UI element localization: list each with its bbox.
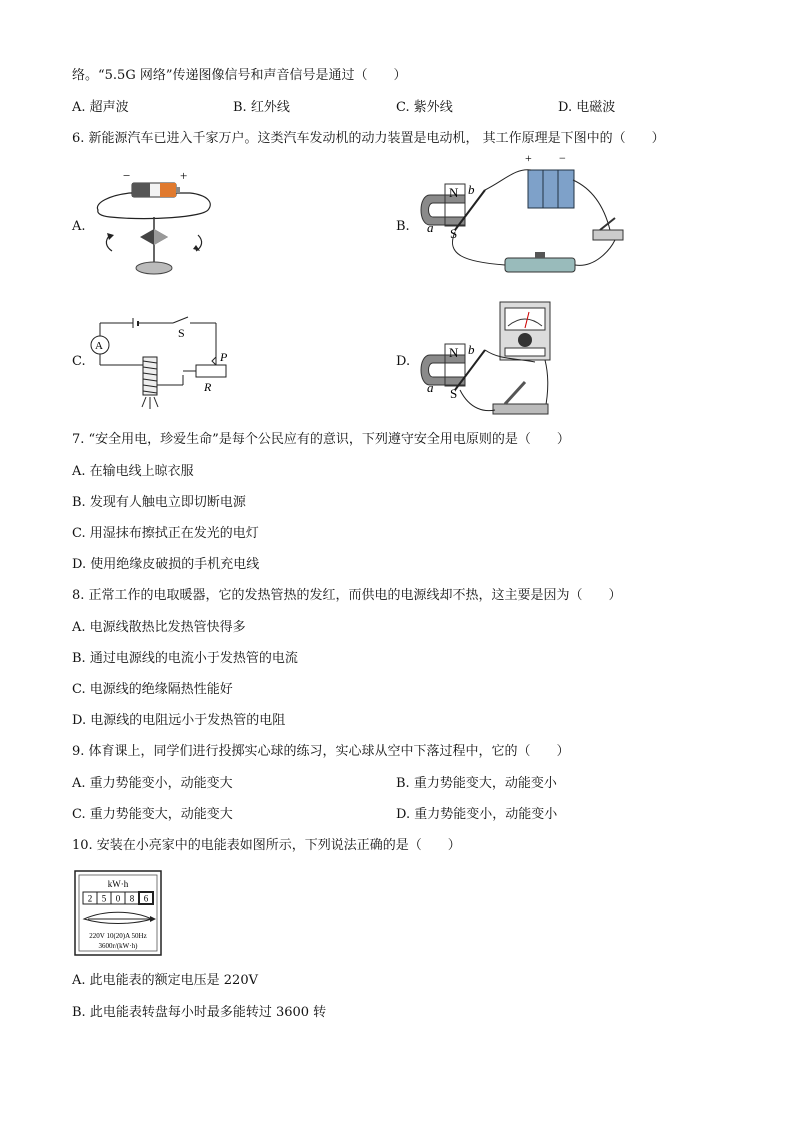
- meter-digits: [83, 892, 153, 904]
- fig-b-s: S: [450, 226, 458, 241]
- q6-figure-d: [415, 300, 565, 425]
- q6-figure-c: [88, 315, 228, 415]
- fig-b-n: N: [449, 185, 459, 200]
- q6-fig-label-d: D.: [396, 354, 411, 369]
- fig-b-minus: −: [559, 151, 566, 165]
- q5-stem: 络。“5.5G 网络”传递图像信号和声音信号是通过（ ）: [72, 68, 407, 83]
- q6-figure-a: [90, 165, 220, 280]
- meter-digit-3: 0: [115, 893, 121, 904]
- fig-d-b: b: [468, 342, 475, 357]
- q10-stem: 10. 安装在小亮家中的电能表如图所示，下列说法正确的是（ ）: [72, 838, 461, 853]
- fig-a-minus: −: [123, 168, 131, 183]
- meter-digit-1: 2: [87, 893, 93, 904]
- q8-option-d: D. 电源线的电阻远小于发热管的电阻: [72, 713, 286, 728]
- q9-option-c: C. 重力势能变大，动能变大: [72, 807, 233, 822]
- fig-b-a: a: [427, 220, 434, 235]
- meter-digit-4: 8: [129, 893, 135, 904]
- q6-fig-label-a: A.: [72, 219, 86, 234]
- q10-energy-meter: [74, 870, 162, 956]
- q5-option-d: D. 电磁波: [558, 100, 616, 115]
- q5-option-c: C. 紫外线: [396, 100, 453, 115]
- q10-option-a: A. 此电能表的额定电压是 220V: [72, 973, 258, 988]
- fig-c-r: R: [204, 380, 212, 394]
- fig-d-s: S: [450, 386, 458, 401]
- q6-figure-b: [415, 150, 630, 300]
- q7-option-b: B. 发现有人触电立即切断电源: [72, 495, 246, 510]
- meter-spec-2: 3600r/(kW·h): [98, 942, 138, 950]
- q9-stem: 9. 体育课上，同学们进行投掷实心球的练习，实心球从空中下落过程中，它的（ ）: [72, 744, 570, 759]
- q8-option-c: C. 电源线的绝缘隔热性能好: [72, 682, 233, 697]
- q7-option-c: C. 用湿抹布擦拭正在发光的电灯: [72, 526, 259, 541]
- q9-option-a: A. 重力势能变小，动能变大: [72, 776, 233, 791]
- meter-unit: kW·h: [107, 879, 129, 889]
- meter-spec-1: 220V 10(20)A 50Hz: [89, 932, 147, 940]
- fig-d-n: N: [449, 345, 459, 360]
- fig-c-a: A: [95, 340, 103, 352]
- fig-c-s: S: [178, 326, 185, 340]
- q10-option-b: B. 此电能表转盘每小时最多能转过 3600 转: [72, 1005, 327, 1020]
- q9-option-d: D. 重力势能变小，动能变小: [396, 807, 558, 822]
- q5-option-a: A. 超声波: [72, 100, 129, 115]
- fig-a-plus: +: [180, 168, 188, 183]
- q9-option-b: B. 重力势能变大，动能变小: [396, 776, 557, 791]
- q7-option-d: D. 使用绝缘皮破损的手机充电线: [72, 557, 260, 572]
- fig-c-p: P: [220, 350, 228, 364]
- q5-option-b: B. 红外线: [233, 100, 290, 115]
- q7-stem: 7. “安全用电，珍爱生命”是每个公民应有的意识，下列遵守安全用电原则的是（ ）: [72, 432, 570, 447]
- fig-d-a: a: [427, 380, 434, 395]
- q8-option-a: A. 电源线散热比发热管快得多: [72, 620, 246, 635]
- fig-b-b: b: [468, 182, 475, 197]
- q6-fig-label-c: C.: [72, 354, 86, 369]
- meter-digit-2: 5: [101, 893, 107, 904]
- q6-fig-label-b: B.: [396, 219, 410, 234]
- q8-option-b: B. 通过电源线的电流小于发热管的电流: [72, 651, 298, 666]
- fig-b-plus: +: [525, 151, 532, 165]
- q7-option-a: A. 在输电线上晾衣服: [72, 464, 194, 479]
- q8-stem: 8. 正常工作的电取暖器，它的发热管热的发红，而供电的电源线却不热，这主要是因为（ ）: [72, 588, 622, 603]
- q6-stem: 6. 新能源汽车已进入千家万户。这类汽车发动机的动力装置是电动机， 其工作原理是下图中的（ ）: [72, 131, 665, 146]
- meter-digit-5: 6: [143, 893, 149, 904]
